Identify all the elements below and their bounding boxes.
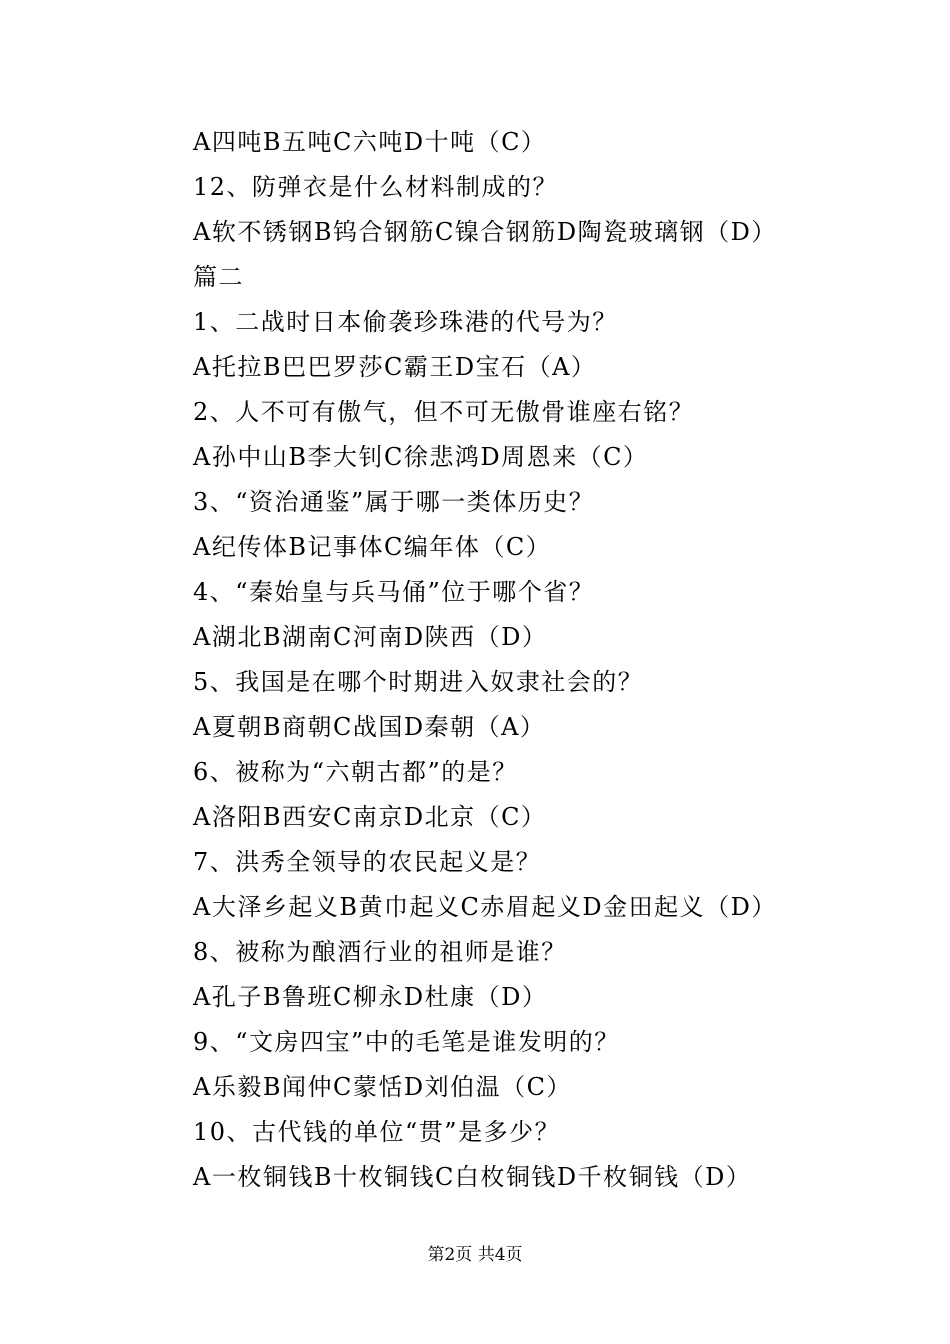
answer-line: A夏朝B商朝C战国D秦朝（A） <box>193 713 546 741</box>
answer-line: A纪传体B记事体C编年体（C） <box>193 533 552 561</box>
answer-line: A一枚铜钱B十枚铜钱C白枚铜钱D千枚铜钱（D） <box>193 1163 752 1191</box>
answer-line: A洛阳B西安C南京D北京（C） <box>193 803 547 831</box>
question-line: 7、洪秀全领导的农民起义是？ <box>193 848 542 876</box>
question-line: 9、“文房四宝”中的毛笔是谁发明的？ <box>193 1028 620 1056</box>
question-line: 6、被称为“六朝古都”的是？ <box>193 758 518 786</box>
section-heading: 篇二 <box>193 263 244 291</box>
answer-line: A软不锈钢B钨合钢筋C镍合钢筋D陶瓷玻璃钢（D） <box>193 218 777 246</box>
document-body <box>193 120 893 1200</box>
answer-line: A四吨B五吨C六吨D十吨（C） <box>193 128 547 156</box>
answer-line: A大泽乡起义B黄巾起义C赤眉起义D金田起义（D） <box>193 893 777 921</box>
question-line: 12、防弹衣是什么材料制成的？ <box>193 173 559 201</box>
question-line: 8、被称为酿酒行业的祖师是谁？ <box>193 938 567 966</box>
question-line: 5、我国是在哪个时期进入奴隶社会的？ <box>193 668 644 696</box>
question-line: 10、古代钱的单位“贯”是多少？ <box>193 1118 561 1146</box>
answer-line: A孔子B鲁班C柳永D杜康（D） <box>193 983 548 1011</box>
answer-line: A托拉B巴巴罗莎C霸王D宝石（A） <box>193 353 597 381</box>
answer-line: A乐毅B闻仲C蒙恬D刘伯温（C） <box>193 1073 572 1101</box>
answer-line: A湖北B湖南C河南D陕西（D） <box>193 623 548 651</box>
answer-line: A孙中山B李大钊C徐悲鸿D周恩来（C） <box>193 443 649 471</box>
page-number-footer: 第2页 共4页 <box>427 1245 523 1265</box>
question-line: 3、“资治通鉴”属于哪一类体历史？ <box>193 488 595 516</box>
question-line: 2、人不可有傲气，但不可无傲骨谁座右铭？ <box>193 398 695 426</box>
question-line: 1、二战时日本偷袭珍珠港的代号为？ <box>193 308 618 336</box>
question-line: 4、“秦始皇与兵马俑”位于哪个省？ <box>193 578 595 606</box>
